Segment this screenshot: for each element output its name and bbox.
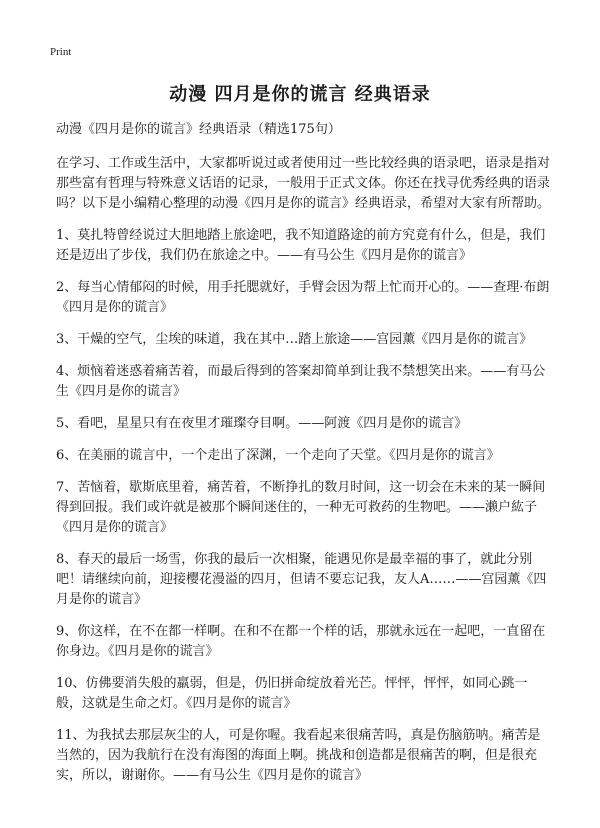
- quote-item: 4、烦恼着迷惑着痛苦着，而最后得到的答案却简单到让我不禁想笑出来。——有马公生《四月是你的谎言》: [56, 364, 546, 399]
- quote-item: 5、看吧，星星只有在夜里才璀璨夺目啊。——阿渡《四月是你的谎言》: [56, 416, 468, 431]
- quote-item: 8、春天的最后一场雪，你我的最后一次相聚，能遇见你是最幸福的事了，就此分别吧！请继续向前，迎接樱花漫溢的四月，但请不要忘记我，友人A……——宫园薰《四月是你的谎言》: [56, 552, 547, 607]
- quote-item: 1、莫扎特曾经说过大胆地踏上旅途吧，我不知道路途的前方究竟有什么，但是，我们还是迈出了步伐，我们仍在旅途之中。——有马公生《四月是你的谎言》: [56, 228, 546, 263]
- print-link[interactable]: Print: [50, 46, 72, 58]
- page-title: 动漫 四月是你的谎言 经典语录: [169, 84, 431, 105]
- intro-paragraph: 在学习、工作或生活中，大家都听说过或者使用过一些比较经典的语录吧，语录是指对那些富有哲理与特殊意义话语的记录，一般用于正式文体。你还在找寻优秀经典的语录吗？以下是小编精心整理的动漫《四月是你的谎言》经典语录，希望对大家有所帮助。: [56, 156, 551, 211]
- quote-item: 11、为我拭去那层灰尘的人，可是你喔。我看起来很痛苦吗，真是伤脑筋呐。痛苦是当然的，因为我航行在没有海图的海面上啊。挑战和创造都是很痛苦的啊，但是很充实，所以，谢谢你。——有马公生《四月是你的谎言》: [56, 728, 541, 783]
- quote-item: 7、苦恼着，歇斯底里着，痛苦着，不断挣扎的数月时间，这一切会在未来的某一瞬间得到回报。我们或许就是被那个瞬间迷住的，一种无可救药的生物吧。——濑户紘子《四月是你的谎言》: [56, 480, 546, 535]
- document-subtitle: 动漫《四月是你的谎言》经典语录（精选175句）: [56, 122, 341, 137]
- quote-item: 3、干燥的空气，尘埃的味道，我在其中…踏上旅途——宫园薰《四月是你的谎言》: [56, 332, 533, 347]
- quote-item: 10、仿佛要消失般的羸弱，但是，仍旧拼命绽放着光芒。怦怦，怦怦，如同心跳一般，这就是生命之灯。《四月是你的谎言》: [56, 676, 528, 711]
- quote-item: 6、在美丽的谎言中，一个走出了深渊，一个走向了天堂。《四月是你的谎言》: [56, 448, 500, 463]
- quote-item: 9、你这样，在不在都一样啊。在和不在都一个样的话，那就永远在一起吧，一直留在你身边。《四月是你的谎言》: [56, 624, 546, 659]
- document-body: [56, 120, 550, 798]
- quote-item: 2、每当心情郁闷的时候，用手托腮就好，手臂会因为帮上忙而开心的。——查理·布朗《四月是你的谎言》: [56, 280, 550, 315]
